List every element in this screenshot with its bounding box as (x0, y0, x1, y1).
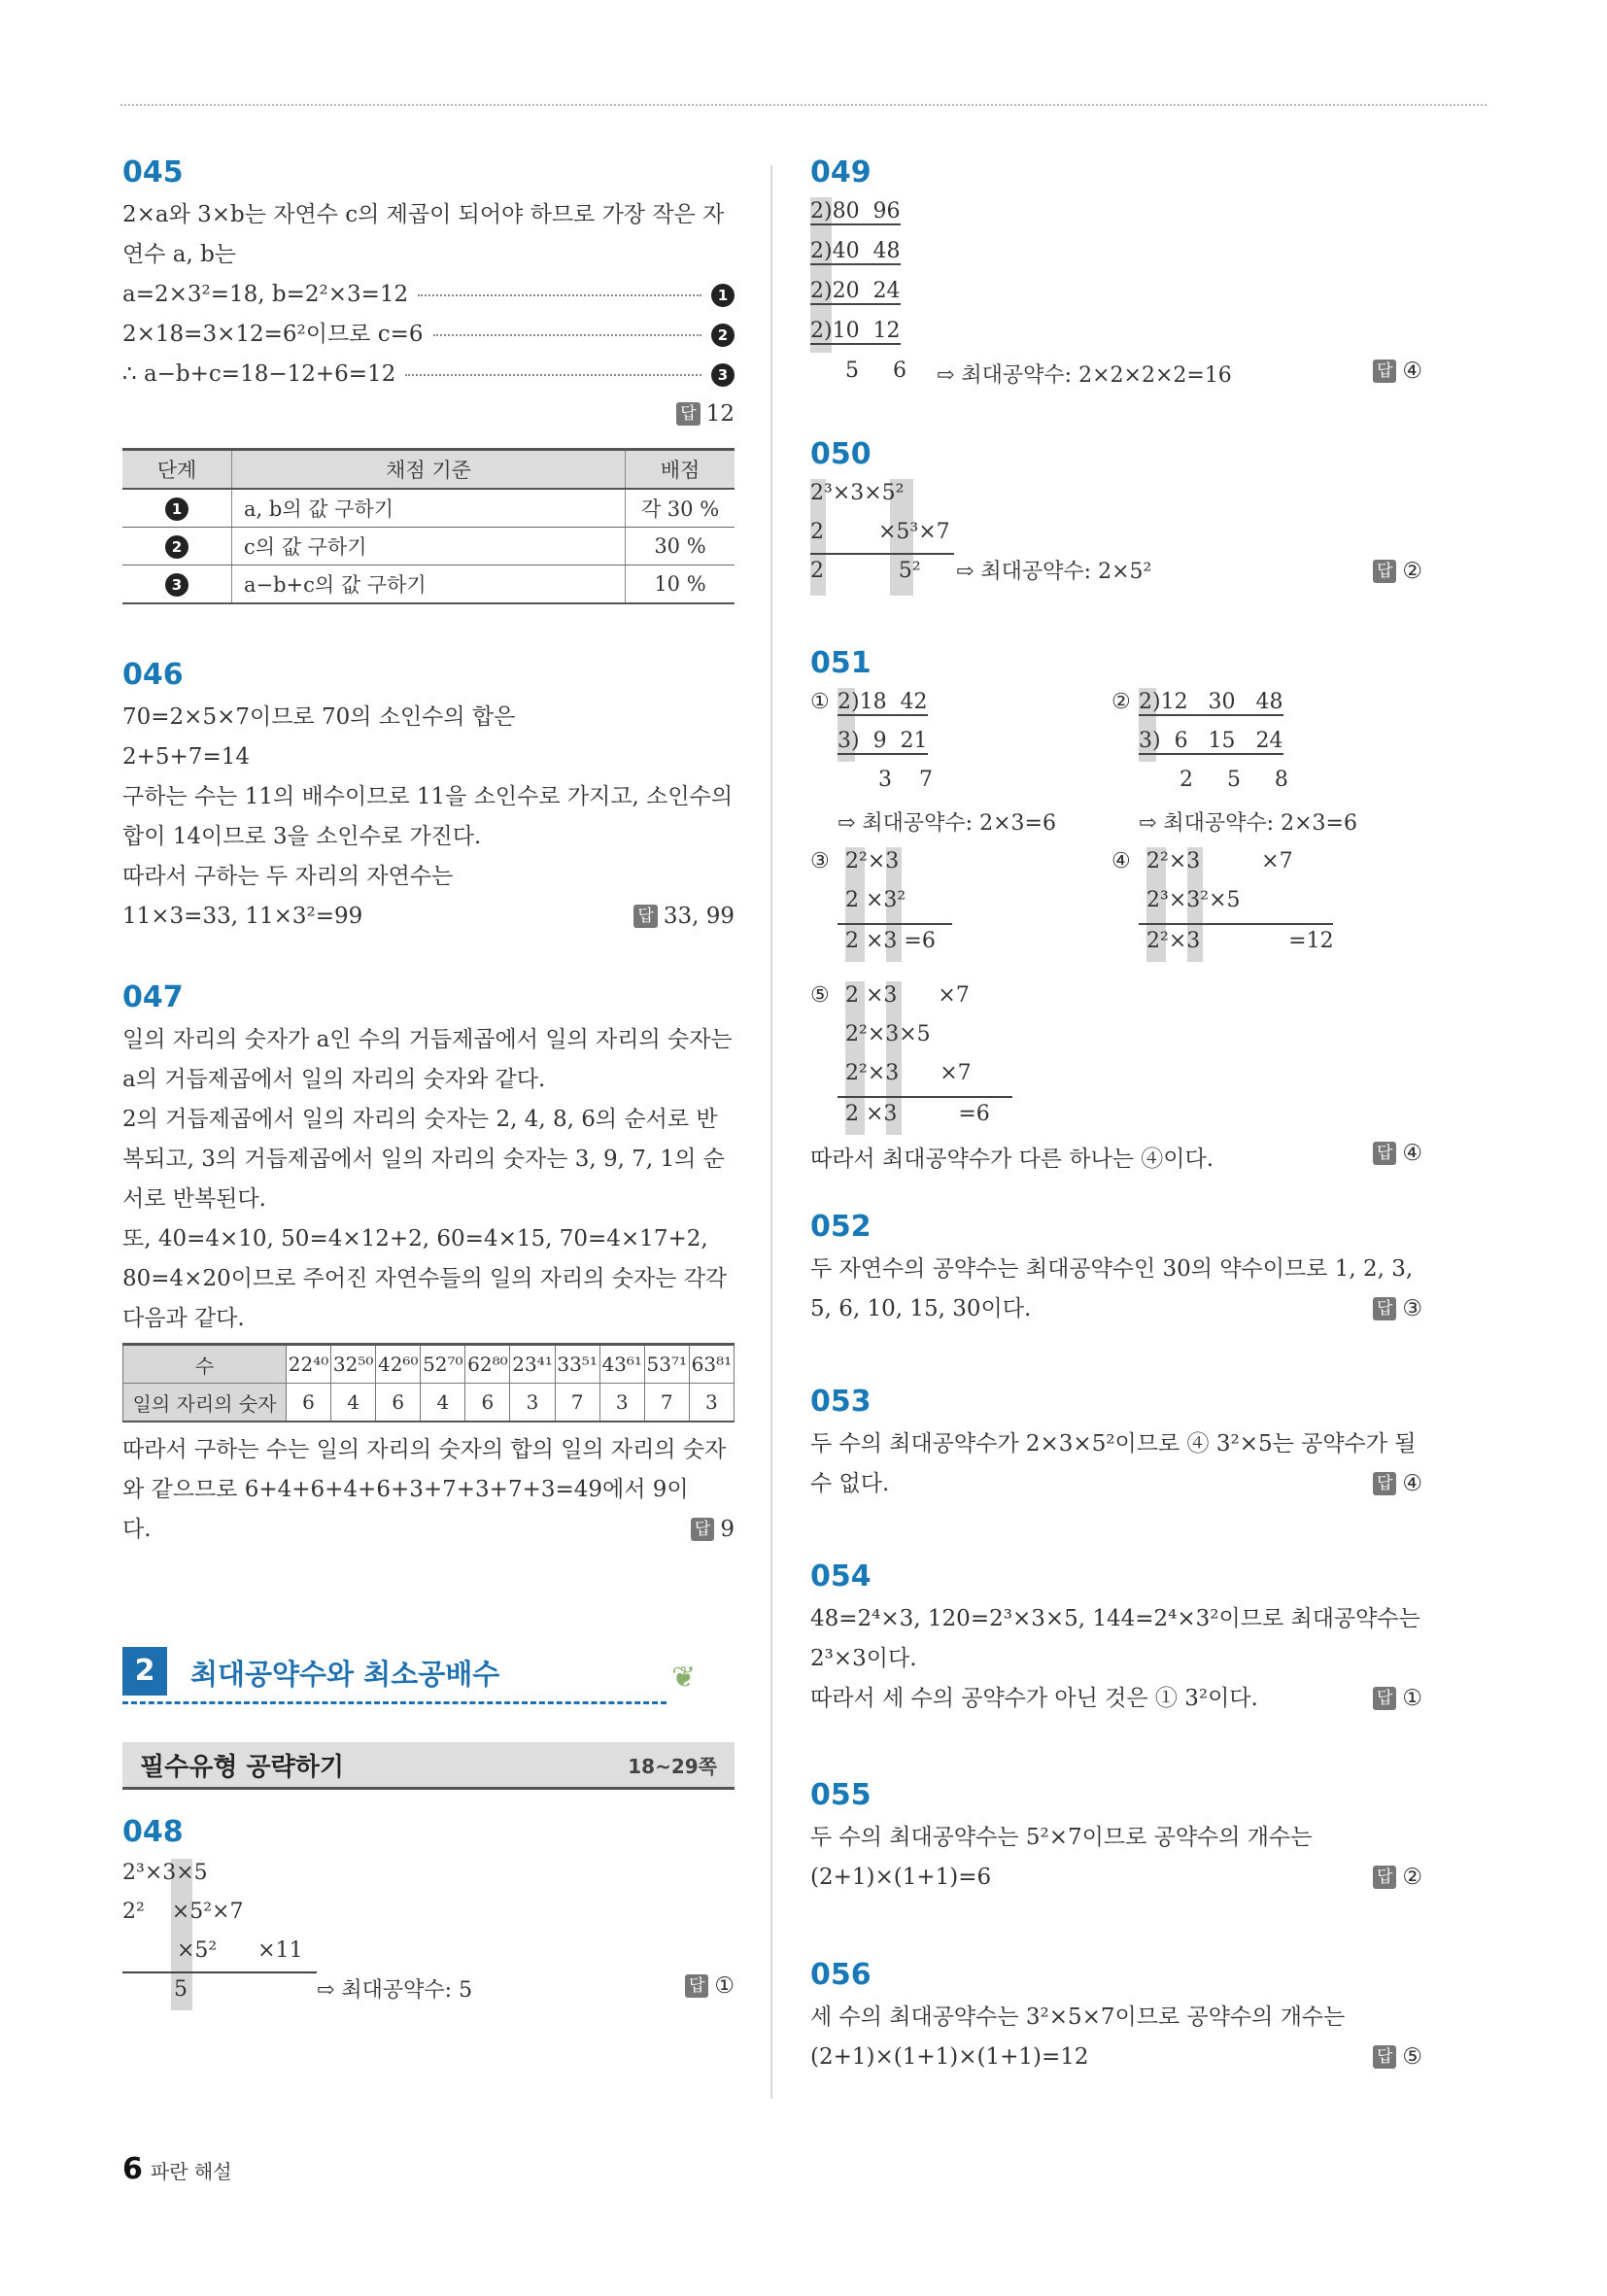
problem-048 (122, 1815, 735, 2020)
answer-badge: 답 (1373, 1866, 1396, 1889)
problem-055 (810, 1778, 1422, 1958)
section-number: 2 (122, 1647, 167, 1696)
step-marker: 1 (165, 497, 188, 521)
result-text: ⇨ 최대공약수: 2×3=6 (838, 811, 1056, 836)
top-dotted-rule (120, 104, 1487, 106)
step-marker-3: 3 (711, 363, 735, 387)
ladder-row: 2)40 48 (810, 239, 901, 263)
answer-value: 9 (720, 1517, 735, 1542)
units-digit-table (122, 1343, 735, 1422)
answer (1373, 1858, 1422, 1898)
criterion: a, b의 값 구하기 (232, 489, 626, 528)
answer-value: 12 (705, 401, 735, 427)
text-line: 연수 a, b는 (122, 242, 237, 267)
table-row (123, 1384, 735, 1422)
factor-row: 2²×3×5 (845, 1022, 931, 1046)
conclusion: 따라서 최대공약수가 다른 하나는 ④이다. (810, 1147, 1214, 1172)
problem-number: 052 (810, 1210, 872, 1244)
ladder-row: 2)18 42 (838, 690, 928, 714)
section-title: 최대공약수와 최소공배수 (190, 1658, 500, 1691)
problem-045 (122, 155, 735, 604)
answer-badge: 답 (691, 1518, 714, 1541)
problem-number: 045 (122, 155, 184, 189)
result-rule (838, 923, 952, 925)
digit-cell: 3 (510, 1384, 555, 1422)
ladder-row: 2)10 12 (810, 319, 901, 343)
step-marker: 2 (165, 535, 188, 559)
problem-052 (810, 1210, 1422, 1385)
left-column (122, 155, 735, 2020)
option-mark: ③ (810, 849, 830, 874)
leader-dots (405, 374, 701, 376)
text: 따라서 세 수의 공약수가 아닌 것은 ① 3²이다. (810, 1686, 1258, 1711)
table-row (122, 489, 735, 528)
option-mark: ② (1111, 690, 1131, 714)
gcd-row: 2 ×3 =6 (845, 1102, 990, 1126)
text-line: 70=2×5×7이므로 70의 소인수의 합은 (122, 704, 516, 730)
result-rule (838, 1096, 1012, 1098)
factor-row: 2²×3 ×7 (1146, 849, 1293, 874)
factor-row: 2² ×5²×7 (122, 1900, 244, 1924)
answer-value: ② (1402, 559, 1422, 584)
text-line: 따라서 구하는 두 자리의 자연수는 (122, 864, 454, 889)
text-line: 48=2⁴×3, 120=2³×3×5, 144=2⁴×3²이므로 최대공약수는 (810, 1606, 1420, 1631)
text-line: 2×a와 3×b는 자연수 c의 제곱이 되어야 하므로 가장 작은 자 (122, 202, 725, 227)
col-header-criterion: 채점 기준 (232, 450, 626, 490)
text-line: 80=4×20이므로 주어진 자연수들의 일의 자리의 숫자는 각각 (122, 1266, 728, 1291)
answer (1373, 359, 1422, 384)
answer-badge: 답 (685, 1974, 708, 1998)
power-cell: 42⁶⁰ (376, 1345, 421, 1384)
text-line (810, 1289, 1422, 1329)
text-line: 또, 40=4×10, 50=4×12+2, 60=4×15, 70=4×17+2, (122, 1226, 708, 1251)
option-mark: ④ (1111, 849, 1131, 874)
leader-dots (433, 334, 702, 336)
options-grid (810, 686, 1422, 1172)
text-line: 구하는 수는 11의 배수이므로 11을 소인수로 가지고, 소인수의 (122, 784, 734, 809)
criterion: a−b+c의 값 구하기 (232, 565, 626, 604)
subsection-bar (122, 1742, 735, 1790)
problem-054 (810, 1559, 1422, 1778)
step-line-3 (122, 355, 735, 394)
text-line: 서로 반복된다. (122, 1186, 266, 1212)
table-row (122, 565, 735, 604)
expression: (2+1)×(1+1)=6 (810, 1865, 992, 1890)
step-text: a=2×3²=18, b=2²×3=12 (122, 282, 409, 307)
grading-table (122, 448, 735, 604)
leader-dots (418, 294, 701, 296)
answer-badge: 답 (1373, 1687, 1396, 1710)
result-text: ⇨ 최대공약수: 2×5² (956, 560, 1152, 584)
text: 다. (122, 1517, 152, 1542)
factor-row: 2 ×5³×7 (810, 520, 950, 544)
step-marker-1: 1 (711, 284, 735, 307)
problem-053 (810, 1385, 1422, 1559)
score: 30 % (626, 528, 735, 565)
text-line: 복되고, 3의 거듭제곱에서 일의 자리의 숫자는 3, 9, 7, 1의 순 (122, 1147, 725, 1172)
answer (685, 1973, 735, 1999)
answer-badge: 답 (1373, 560, 1396, 583)
answer-value: ③ (1402, 1296, 1422, 1321)
problem-049 (810, 155, 1422, 437)
text-line: 두 자연수의 공약수는 최대공약수인 30의 약수이므로 1, 2, 3, (810, 1256, 1414, 1282)
answer (1373, 1464, 1422, 1504)
division-ladder (810, 195, 1422, 399)
digit-cell: 4 (421, 1384, 465, 1422)
answer-badge: 답 (1373, 1472, 1396, 1495)
text: 5, 6, 10, 15, 30이다. (810, 1296, 1032, 1321)
problem-number: 047 (122, 980, 184, 1014)
subsection-title: 필수유형 공략하기 (140, 1752, 344, 1782)
gcd-row: 2 ×3 =6 (845, 929, 936, 953)
gcd-row: 2 5² (810, 559, 921, 583)
problem-number: 053 (810, 1385, 872, 1419)
problem-number: 049 (810, 155, 872, 189)
text-line: 다음과 같다. (122, 1306, 245, 1331)
factor-calc (122, 1855, 735, 2020)
expression: 11×3=33, 11×3²=99 (122, 904, 363, 929)
problem-050 (810, 437, 1422, 646)
score: 각 30 % (626, 489, 735, 528)
answer-value: ④ (1402, 1141, 1422, 1166)
gcd-row: 2²×3 =12 (1146, 929, 1334, 953)
section-underline (122, 1701, 667, 1704)
power-cell: 32⁵⁰ (331, 1345, 376, 1384)
step-marker-2: 2 (711, 324, 735, 347)
result-rule (810, 553, 954, 555)
result-rule (122, 1971, 317, 1973)
gcd-factor: 5 (174, 1977, 188, 2002)
option-mark: ⑤ (810, 983, 830, 1008)
page-range: 18~29쪽 (628, 1754, 717, 1778)
text: 수 없다. (810, 1471, 890, 1496)
problem-056 (810, 1958, 1422, 2077)
text-line (810, 2038, 1422, 2077)
power-cell: 22⁴⁰ (287, 1345, 331, 1384)
section-header (122, 1647, 735, 1705)
table-row (123, 1345, 735, 1384)
problem-number: 051 (810, 646, 872, 680)
digit-cell: 7 (644, 1384, 689, 1422)
ladder-row: 3) 6 15 24 (1139, 729, 1283, 753)
ladder-row: 2)80 96 (810, 199, 901, 223)
digit-cell: 6 (376, 1384, 421, 1422)
power-cell: 33⁵¹ (555, 1345, 599, 1384)
answer (1373, 559, 1422, 584)
answer-badge: 답 (1373, 1297, 1396, 1320)
expression: (2+1)×(1+1)×(1+1)=12 (810, 2044, 1089, 2070)
option-mark: ① (810, 690, 830, 714)
quotient-row: 3 7 (878, 768, 933, 792)
factor-calc (810, 477, 1422, 603)
text-line (122, 897, 735, 937)
digit-cell: 3 (689, 1384, 734, 1422)
digit-cell: 7 (555, 1384, 599, 1422)
answer-row (122, 394, 735, 434)
answer-value: ② (1402, 1865, 1422, 1890)
answer (1373, 2038, 1422, 2077)
problem-051 (810, 646, 1422, 1210)
ladder-row: 3) 9 21 (838, 729, 928, 753)
text-line: 두 수의 최대공약수는 5²×7이므로 공약수의 개수는 (810, 1825, 1313, 1850)
quotient-row: 5 6 (845, 359, 906, 383)
power-cell: 23⁴¹ (510, 1345, 555, 1384)
ladder-row: 2)12 30 48 (1139, 690, 1283, 714)
text-line (122, 1510, 735, 1550)
factor-row: ×5² ×11 (122, 1938, 303, 1963)
problem-number: 050 (810, 437, 872, 471)
criterion: c의 값 구하기 (232, 528, 626, 565)
factor-row: 2³×3×5² (810, 481, 905, 505)
column-divider (770, 165, 772, 2099)
problem-number: 055 (810, 1778, 872, 1812)
page-number: 6 (122, 2152, 143, 2186)
result-rule (1139, 923, 1333, 925)
factor-row: 2²×3 ×7 (845, 1061, 972, 1085)
answer-value: ④ (1402, 359, 1422, 384)
factor-row: 2 ×3 ×7 (845, 983, 970, 1008)
text-line: 2의 거듭제곱에서 일의 자리의 숫자는 2, 4, 8, 6의 순서로 반 (122, 1107, 718, 1132)
answer (1373, 1679, 1422, 1719)
answer-badge: 답 (1373, 2045, 1396, 2069)
ladder-row: 2)20 24 (810, 279, 901, 303)
problem-number: 048 (122, 1815, 184, 1849)
digit-cell: 4 (331, 1384, 376, 1422)
factor-row: 2³×3²×5 (1146, 888, 1241, 912)
result-text: ⇨ 최대공약수: 2×2×2×2=16 (937, 363, 1232, 388)
footer-label: 파란 해설 (150, 2160, 232, 2183)
step-text: 2×18=3×12=6²이므로 c=6 (122, 322, 424, 347)
answer (1373, 1141, 1422, 1166)
answer-badge: 답 (676, 402, 700, 426)
answer-badge: 답 (1373, 360, 1396, 383)
text-line: 2+5+7=14 (122, 744, 250, 770)
power-cell: 43⁶¹ (599, 1345, 644, 1384)
digit-cell: 6 (465, 1384, 510, 1422)
answer-value: ⑤ (1402, 2044, 1422, 2070)
power-cell: 53⁷¹ (644, 1345, 689, 1384)
result-text: ⇨ 최대공약수: 2×3=6 (1139, 811, 1357, 836)
power-cell: 52⁷⁰ (421, 1345, 465, 1384)
result-text: ⇨ 최대공약수: 5 (317, 1978, 473, 2003)
answer-value: ① (1402, 1686, 1422, 1711)
digit-cell: 6 (287, 1384, 331, 1422)
leaf-icon: ❦ (671, 1661, 697, 1695)
factor-row: 2²×3 (845, 849, 900, 874)
problem-046 (122, 658, 735, 937)
col-header-step: 단계 (122, 450, 232, 490)
col-header-score: 배점 (626, 450, 735, 490)
answer-value: ④ (1402, 1471, 1422, 1496)
answer-value: 33, 99 (663, 904, 735, 929)
problem-number: 046 (122, 658, 184, 692)
right-column (810, 155, 1422, 2077)
text-line (810, 1858, 1422, 1898)
text-line (810, 1464, 1422, 1504)
quotient-row: 2 5 8 (1180, 768, 1288, 792)
text-line: 두 수의 최대공약수가 2×3×5²이므로 ④ 3²×5는 공약수가 될 (810, 1431, 1417, 1456)
score: 10 % (626, 565, 735, 604)
answer-badge: 답 (633, 905, 657, 928)
text-line (810, 1679, 1422, 1719)
answer (676, 394, 735, 434)
page-footer (122, 2152, 232, 2186)
answer (1373, 1289, 1422, 1329)
row-header: 일의 자리의 숫자 (123, 1384, 287, 1422)
step-text: ∴ a−b+c=18−12+6=12 (122, 361, 396, 387)
answer-value: ① (714, 1973, 735, 1999)
factor-row: 2³×3×5 (122, 1861, 208, 1885)
answer (633, 897, 735, 937)
problem-number: 054 (810, 1559, 872, 1593)
digit-cell: 3 (599, 1384, 644, 1422)
row-header: 수 (123, 1345, 287, 1384)
text-line: 일의 자리의 숫자가 a인 수의 거듭제곱에서 일의 자리의 숫자는 (122, 1027, 733, 1052)
text-line: 따라서 구하는 수는 일의 자리의 숫자의 합의 일의 자리의 숫자 (122, 1437, 727, 1462)
text-line: 세 수의 최대공약수는 3²×5×7이므로 공약수의 개수는 (810, 2005, 1346, 2030)
text-line: 와 같으므로 6+4+6+4+6+3+7+3+7+3=49에서 9이 (122, 1477, 689, 1502)
answer-badge: 답 (1373, 1142, 1396, 1165)
text-line: 합이 14이므로 3을 소인수로 가진다. (122, 824, 482, 849)
power-cell: 63⁸¹ (689, 1345, 734, 1384)
table-row (122, 528, 735, 565)
text-line: a의 거듭제곱에서 일의 자리의 숫자와 같다. (122, 1067, 546, 1092)
step-line-2 (122, 315, 735, 355)
problem-047 (122, 980, 735, 1550)
answer (691, 1510, 735, 1550)
power-cell: 62⁸⁰ (465, 1345, 510, 1384)
step-marker: 3 (165, 573, 188, 597)
factor-row: 2 ×3² (845, 888, 906, 912)
step-line-1 (122, 275, 735, 315)
problem-number: 056 (810, 1958, 872, 1992)
text-line: 2³×3이다. (810, 1646, 917, 1671)
